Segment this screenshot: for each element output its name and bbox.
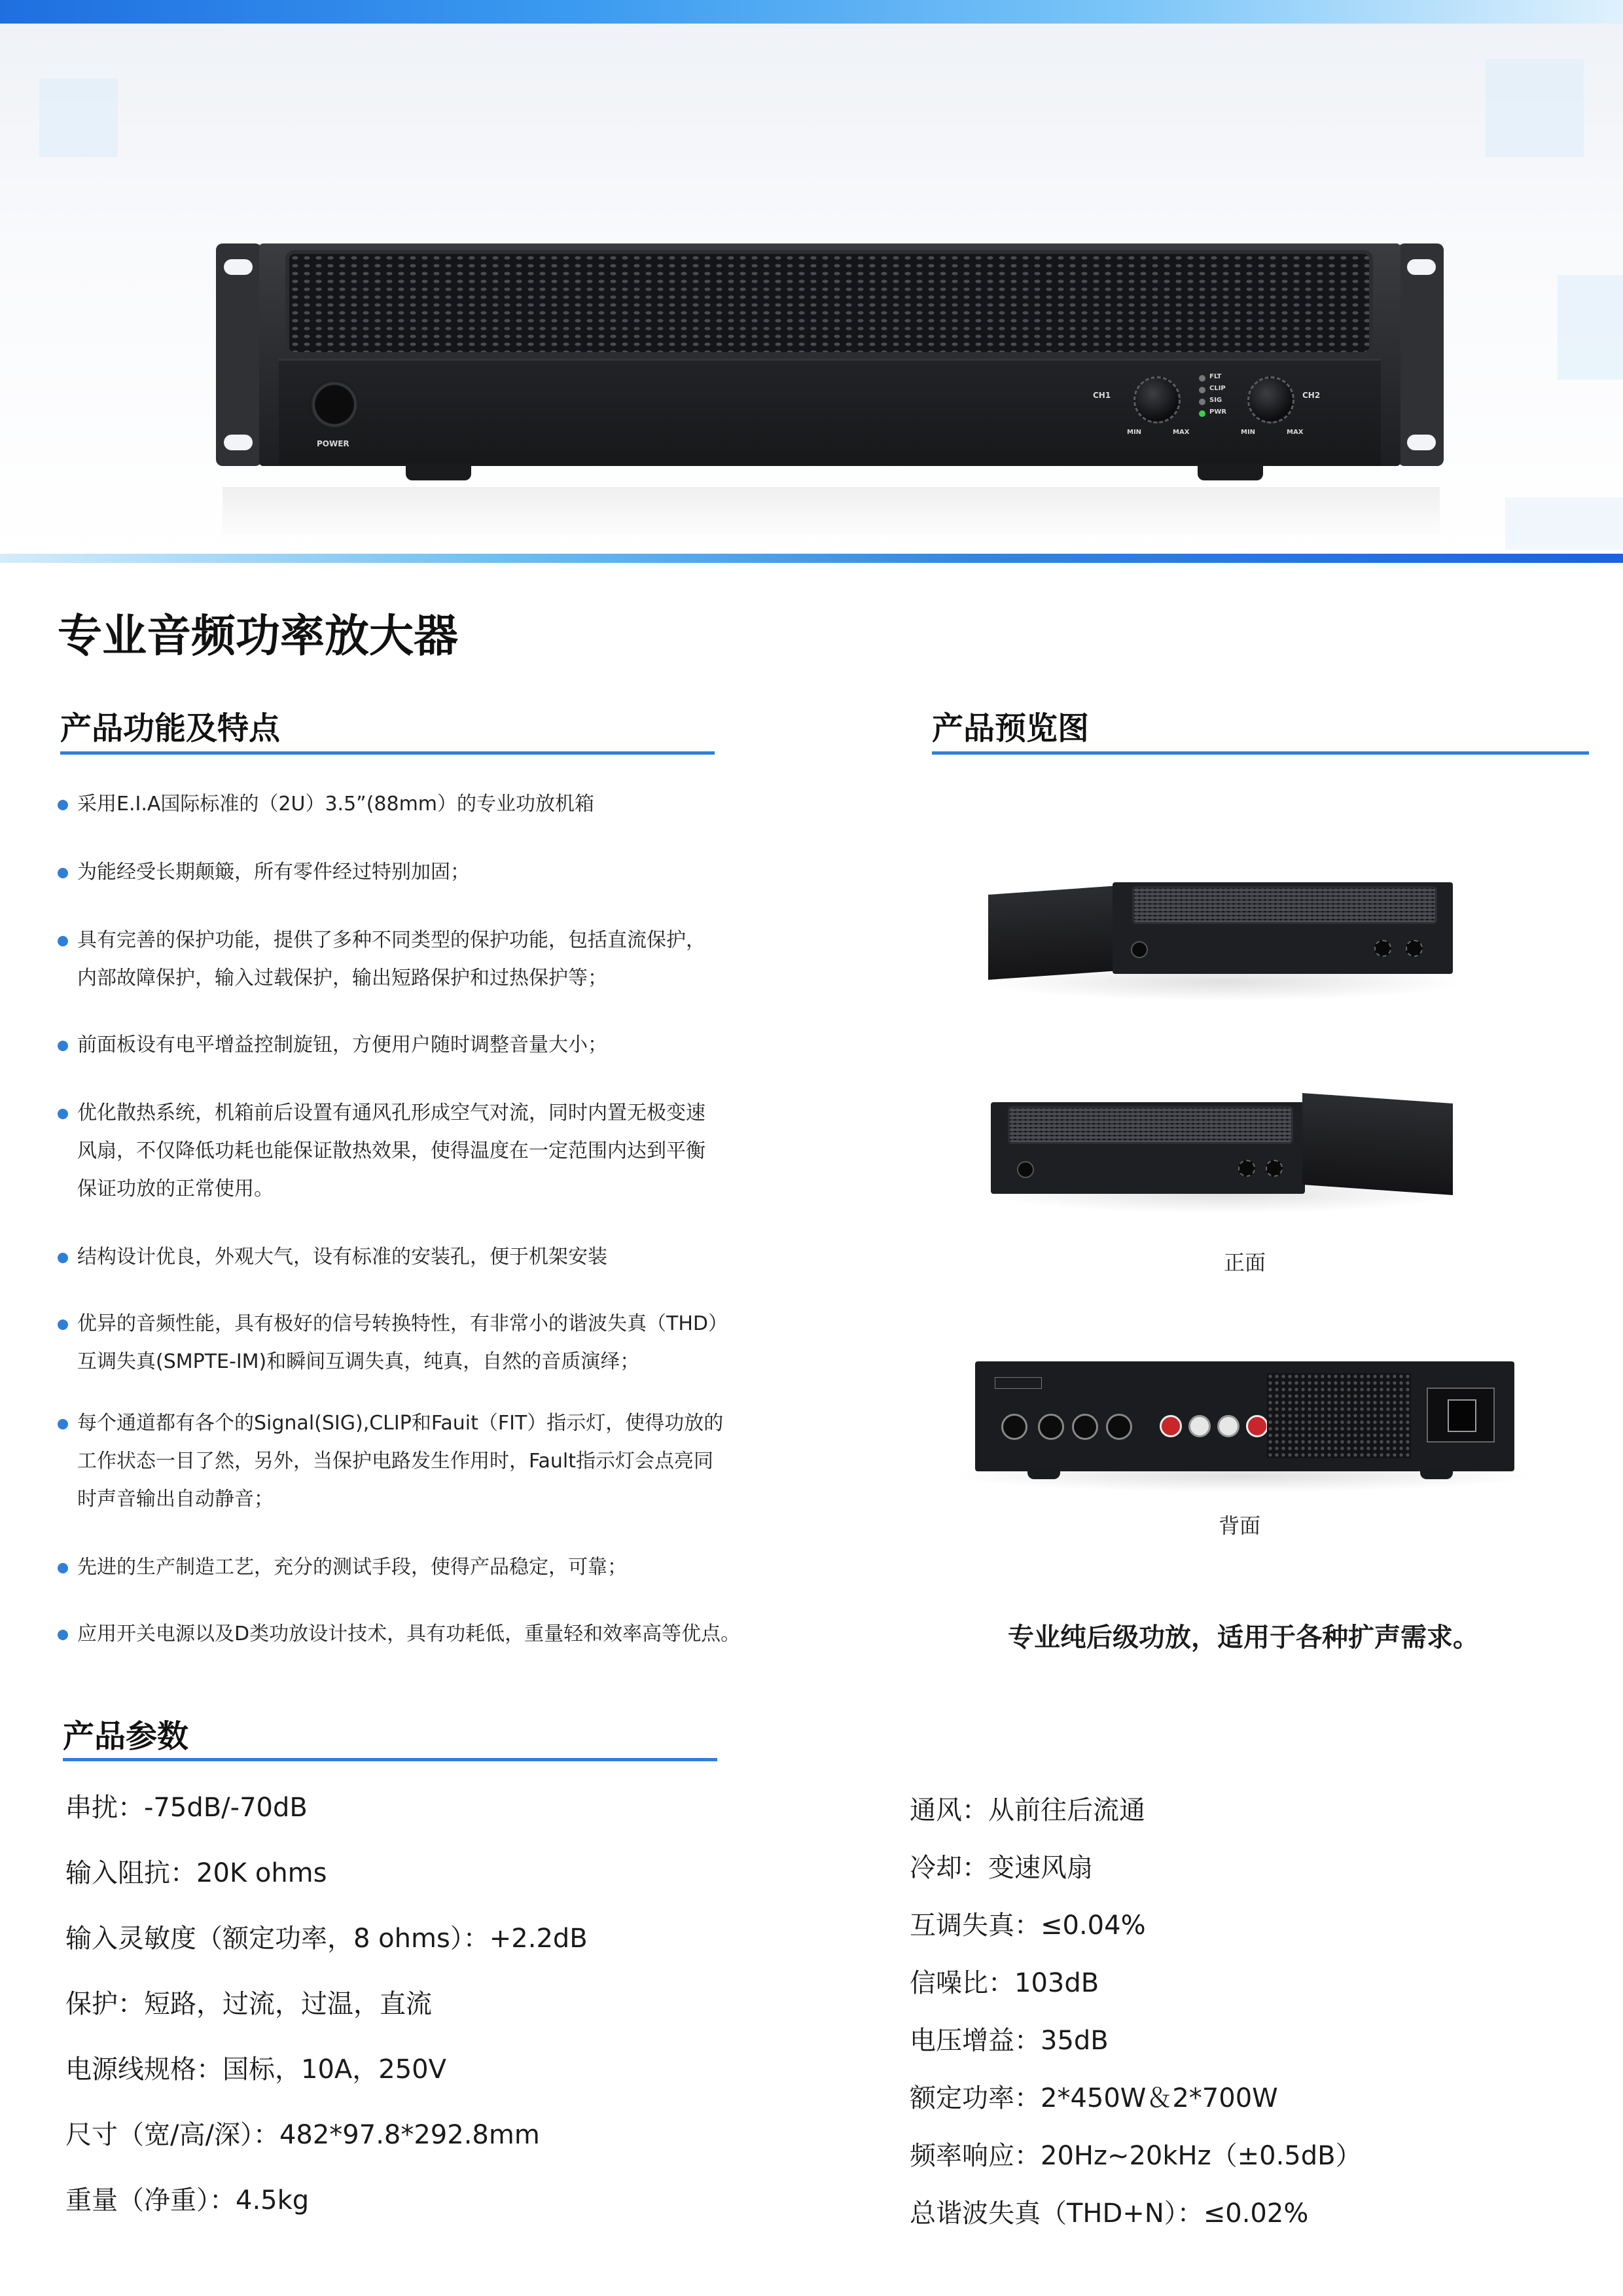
feature-item xyxy=(58,1549,921,1587)
rack-hole xyxy=(224,435,253,450)
ch1-max-label: MAX xyxy=(1173,429,1190,436)
feature-text: 每个通道都有各个的Signal(SIG),CLIP和Fauit（FIT）指示灯，使得功放的 工作状态一目了然，另外，当保护电路发生作用时，Fault指示灯会点亮同 时声音输出自动静音； xyxy=(77,1412,724,1511)
amp-reflection xyxy=(223,487,1440,539)
ch1-min-label: MIN xyxy=(1127,429,1142,436)
amplifier-front-image xyxy=(216,243,1444,474)
led-clip-label: CLIP xyxy=(1209,385,1226,392)
feature-item xyxy=(58,853,921,891)
led-sig-label: SIG xyxy=(1209,397,1222,404)
feature-item xyxy=(58,1238,921,1276)
led-flt-label: FLT xyxy=(1209,373,1222,380)
preview-image-back xyxy=(975,1361,1514,1482)
amp-foot xyxy=(1198,463,1263,480)
param-left: 重量（净重）：4.5kg xyxy=(65,2185,310,2215)
caption-front: 正面 xyxy=(1224,1250,1266,1275)
param-right: 冷却：变速风扇 xyxy=(910,1853,1093,1883)
feature-item xyxy=(58,922,921,997)
xlr-connector xyxy=(1106,1414,1132,1440)
ch2-min-label: MIN xyxy=(1241,429,1256,436)
bullet-icon xyxy=(58,1319,68,1330)
feature-text: 优化散热系统，机箱前后设置有通风孔形成空气对流，同时内置无极变速 风扇，不仅降低功耗也能保证散热效果，使得温度在一定范围内达到平衡 保证功放的正常使用。 xyxy=(77,1102,705,1200)
feature-text: 具有完善的保护功能，提供了多种不同类型的保护功能，包括直流保护， 内部故障保护，输入过载保护，输出短路保护和过热保护等； xyxy=(77,929,705,990)
speaker-terminal xyxy=(1217,1415,1240,1437)
rack-hole xyxy=(1407,435,1436,450)
amp-foot xyxy=(1420,1470,1453,1479)
bullet-icon xyxy=(58,868,68,878)
feature-item xyxy=(58,1615,921,1653)
hero-banner xyxy=(0,0,1623,563)
rack-hole xyxy=(1407,259,1436,275)
gain-knob xyxy=(1238,1160,1255,1177)
bullet-icon xyxy=(58,1109,68,1119)
decor-square xyxy=(1505,497,1623,550)
bullet-icon xyxy=(58,1630,68,1640)
led-pwr-label: PWR xyxy=(1209,408,1227,416)
amp-foot xyxy=(1027,1470,1060,1479)
bullet-icon xyxy=(58,800,68,810)
speaker-terminal xyxy=(1160,1415,1182,1437)
power-label: POWER xyxy=(317,439,349,448)
ch2-label: CH2 xyxy=(1302,391,1321,400)
param-right: 信噪比：103dB xyxy=(910,1968,1099,1998)
param-right: 电压增益：35dB xyxy=(910,2026,1109,2056)
param-right: 总谐波失真（THD+N）：≤0.02% xyxy=(910,2198,1309,2229)
led-sig xyxy=(1199,399,1205,405)
param-left: 尺寸（宽/高/深）：482*97.8*292.8mm xyxy=(65,2120,540,2150)
ch2-max-label: MAX xyxy=(1287,429,1304,436)
label-plate xyxy=(995,1377,1042,1389)
speaker-terminal xyxy=(1246,1415,1268,1437)
caption-back: 背面 xyxy=(1219,1513,1261,1538)
gain-knob xyxy=(1374,940,1391,957)
hero-bottom-band xyxy=(0,554,1623,563)
param-left: 保护：短路，过流，过温，直流 xyxy=(65,1989,432,2019)
feature-item xyxy=(58,1026,921,1064)
iec-socket xyxy=(1448,1399,1476,1432)
amp-rear-panel xyxy=(975,1361,1514,1471)
feature-text: 应用开关电源以及D类功放设计技术，具有功耗低，重量轻和效率高等优点。 xyxy=(77,1623,741,1645)
amp-grille xyxy=(1008,1106,1293,1144)
amp-grille xyxy=(1132,886,1437,924)
ch1-label: CH1 xyxy=(1093,391,1111,400)
preview-tagline: 专业纯后级功放，适用于各种扩声需求。 xyxy=(1008,1623,1479,1653)
gain-knob xyxy=(1266,1160,1283,1177)
feature-text: 前面板设有电平增益控制旋钮，方便用户随时调整音量大小； xyxy=(77,1033,607,1056)
preview-image-front-angle xyxy=(982,877,1466,995)
param-left: 输入灵敏度（额定功率，8 ohms）：+2.2dB xyxy=(65,1924,588,1954)
page-title: 专业音频功率放大器 xyxy=(58,611,459,662)
amp-chassis xyxy=(259,243,1400,466)
param-right: 额定功率：2*450W＆2*700W xyxy=(910,2083,1278,2113)
bullet-icon xyxy=(58,1253,68,1263)
led-flt xyxy=(1199,375,1205,382)
param-right: 通风：从前往后流通 xyxy=(910,1795,1145,1825)
power-switch xyxy=(1131,941,1148,958)
xlr-connector xyxy=(1038,1414,1064,1440)
rear-vent xyxy=(1267,1373,1411,1458)
preview-heading: 产品预览图 xyxy=(932,710,1090,747)
feature-text: 结构设计优良，外观大气，设有标准的安装孔，便于机架安装 xyxy=(77,1246,607,1268)
speaker-terminal xyxy=(1188,1415,1211,1437)
decor-square xyxy=(39,79,118,157)
ch2-gain-knob xyxy=(1247,376,1294,423)
bullet-icon xyxy=(58,1563,68,1573)
gain-knob xyxy=(1406,940,1423,957)
feature-text: 先进的生产制造工艺，充分的测试手段，使得产品稳定，可靠； xyxy=(77,1556,627,1579)
feature-item xyxy=(58,1094,921,1208)
preview-image-front xyxy=(984,1089,1462,1207)
power-switch xyxy=(310,380,359,429)
params-heading: 产品参数 xyxy=(63,1718,189,1755)
feature-text: 优异的音频性能，具有极好的信号转换特性，有非常小的谐波失真（THD） 互调失真(SMPTE-IM)和瞬间互调失真，纯真，自然的音质演绎； xyxy=(77,1312,728,1373)
xlr-connector xyxy=(1001,1414,1027,1440)
bullet-icon xyxy=(58,1419,68,1429)
power-inlet xyxy=(1427,1388,1495,1443)
feature-item xyxy=(58,1405,921,1518)
rack-ear-right xyxy=(1398,243,1444,466)
led-pwr xyxy=(1199,410,1205,417)
rack-hole xyxy=(224,259,253,275)
top-gradient-stripe xyxy=(0,0,1623,24)
amp-front xyxy=(1113,882,1453,974)
params-heading-rule xyxy=(63,1758,717,1761)
param-right: 频率响应：20Hz~20kHz（±0.5dB） xyxy=(910,2141,1362,2171)
ch1-gain-knob xyxy=(1133,376,1181,423)
bullet-icon xyxy=(58,936,68,946)
feature-item xyxy=(58,785,921,823)
preview-heading-rule xyxy=(932,751,1589,755)
features-heading-rule xyxy=(60,751,715,755)
bullet-icon xyxy=(58,1041,68,1051)
param-left: 电源线规格：国标，10A，250V xyxy=(65,2054,446,2085)
param-right: 互调失真：≤0.04% xyxy=(910,1910,1146,1941)
amp-grille xyxy=(285,250,1373,356)
feature-item xyxy=(58,1305,921,1381)
led-clip xyxy=(1199,387,1205,393)
decor-square xyxy=(1558,275,1623,380)
amp-side xyxy=(988,886,1119,980)
rack-ear-left xyxy=(216,243,262,466)
power-switch xyxy=(1017,1161,1034,1178)
decor-square xyxy=(1486,59,1584,157)
xlr-connector xyxy=(1072,1414,1098,1440)
amp-foot xyxy=(406,463,471,480)
param-left: 串扰：-75dB/-70dB xyxy=(65,1793,308,1823)
feature-text: 为能经受长期颠簸，所有零件经过特别加固； xyxy=(77,861,470,884)
amp-side xyxy=(1302,1093,1453,1195)
amp-front-panel xyxy=(279,359,1381,465)
param-left: 输入阻抗：20K ohms xyxy=(65,1858,327,1888)
amp-front xyxy=(991,1102,1305,1194)
features-heading: 产品功能及特点 xyxy=(60,710,281,747)
feature-text: 采用E.I.A国际标准的（2U）3.5”(88mm）的专业功放机箱 xyxy=(77,793,595,816)
